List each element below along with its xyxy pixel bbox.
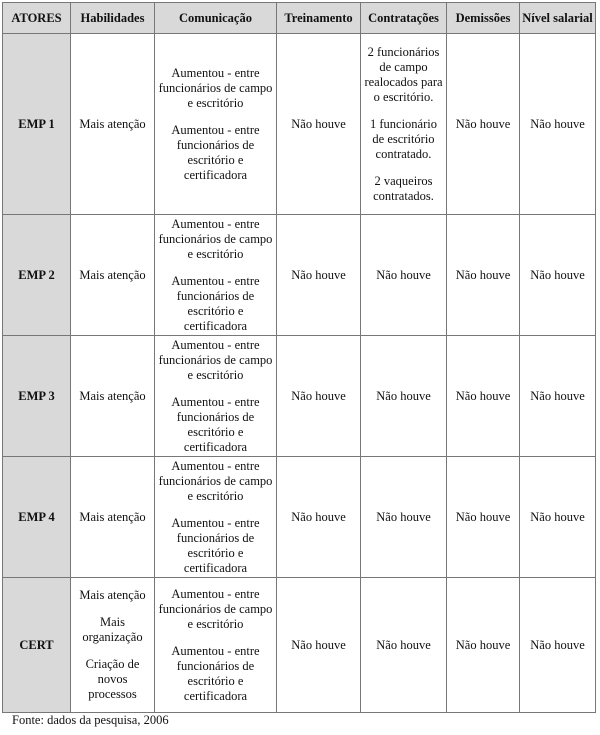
contratacoes-cell [361, 215, 447, 336]
contratacoes-cell-line: 2 funcionários de campo realocados para o escritório. [364, 44, 443, 104]
actor-cell: EMP 2 [3, 215, 71, 336]
treinamento-cell: Não houve [277, 457, 361, 578]
contratacoes-cell-line: 1 funcionário de escritório contratado. [370, 116, 437, 161]
treinamento-cell: Não houve [277, 336, 361, 457]
comunicacao-cell [155, 336, 277, 457]
habilidades-cell-line: Mais atenção [79, 588, 146, 602]
table-row [3, 215, 596, 336]
header-row [3, 3, 596, 34]
comunicacao-cell-line: Aumentou - entre funcionários de escritório e certificadora [171, 273, 260, 333]
comunicacao-cell [155, 457, 277, 578]
contratacoes-cell-line: Não houve [376, 388, 431, 403]
demissoes-cell: Não houve [447, 336, 520, 457]
header-treinamento: Treinamento [277, 3, 361, 34]
comunicacao-cell-line: Aumentou - entre funcionários de campo e escritório [158, 586, 273, 631]
comunicacao-cell [155, 215, 277, 336]
comunicacao-cell-line: Aumentou - entre funcionários de campo e escritório [158, 216, 273, 261]
contratacoes-cell [361, 34, 447, 215]
habilidades-cell [71, 215, 155, 336]
habilidades-cell [71, 578, 155, 713]
contratacoes-cell [361, 457, 447, 578]
treinamento-cell: Não houve [277, 578, 361, 713]
actor-cell: EMP 4 [3, 457, 71, 578]
header-atores: ATORES [3, 3, 71, 34]
header-demissoes: Demissões [447, 3, 520, 34]
nivel-salarial-cell: Não houve [520, 336, 596, 457]
comunicacao-cell-line: Aumentou - entre funcionários de escritório e certificadora [171, 643, 260, 703]
header-nivel-salarial: Nível salarial [520, 3, 596, 34]
contratacoes-cell [361, 578, 447, 713]
treinamento-cell: Não houve [277, 215, 361, 336]
habilidades-cell-line: Mais atenção [79, 388, 146, 403]
demissoes-cell: Não houve [447, 34, 520, 215]
demissoes-cell: Não houve [447, 215, 520, 336]
comunicacao-cell-line: Aumentou - entre funcionários de escritório e certificadora [171, 122, 260, 182]
comunicacao-cell-line: Aumentou - entre funcionários de campo e escritório [158, 458, 273, 503]
habilidades-cell-line: Mais organização [82, 615, 143, 644]
comunicacao-cell-line: Aumentou - entre funcionários de escritório e certificadora [171, 394, 260, 454]
contratacoes-cell-line: Não houve [376, 637, 431, 652]
table-row [3, 336, 596, 457]
contratacoes-cell-line: Não houve [376, 509, 431, 524]
contratacoes-cell-line: Não houve [376, 267, 431, 282]
contratacoes-cell-line: 2 vaqueiros contratados. [373, 173, 434, 203]
header-habilidades: Habilidades [71, 3, 155, 34]
nivel-salarial-cell: Não houve [520, 215, 596, 336]
table-row [3, 457, 596, 578]
header-comunicacao: Comunicação [155, 3, 277, 34]
habilidades-cell-line: Criação de novos processos [85, 657, 140, 701]
source-note: Fonte: dados da pesquisa, 2006 [12, 713, 169, 727]
actor-cell: EMP 1 [3, 34, 71, 215]
habilidades-cell-line: Mais atenção [79, 509, 146, 524]
habilidades-cell [71, 34, 155, 215]
nivel-salarial-cell: Não houve [520, 457, 596, 578]
habilidades-cell-line: Mais atenção [79, 116, 146, 131]
habilidades-cell-line: Mais atenção [79, 267, 146, 282]
nivel-salarial-cell: Não houve [520, 34, 596, 215]
actor-cell: CERT [3, 578, 71, 713]
table-row [3, 578, 596, 713]
nivel-salarial-cell: Não houve [520, 578, 596, 713]
comunicacao-cell-line: Aumentou - entre funcionários de escritório e certificadora [171, 515, 260, 575]
contratacoes-cell [361, 336, 447, 457]
table-row [3, 34, 596, 215]
habilidades-cell [71, 457, 155, 578]
header-contratacoes: Contratações [361, 3, 447, 34]
comunicacao-cell-line: Aumentou - entre funcionários de campo e escritório [158, 65, 273, 110]
comunicacao-cell [155, 34, 277, 215]
actor-cell: EMP 3 [3, 336, 71, 457]
treinamento-cell: Não houve [277, 34, 361, 215]
data-table [2, 2, 596, 713]
habilidades-cell [71, 336, 155, 457]
comunicacao-cell [155, 578, 277, 713]
demissoes-cell: Não houve [447, 457, 520, 578]
comunicacao-cell-line: Aumentou - entre funcionários de campo e escritório [158, 337, 273, 382]
demissoes-cell: Não houve [447, 578, 520, 713]
